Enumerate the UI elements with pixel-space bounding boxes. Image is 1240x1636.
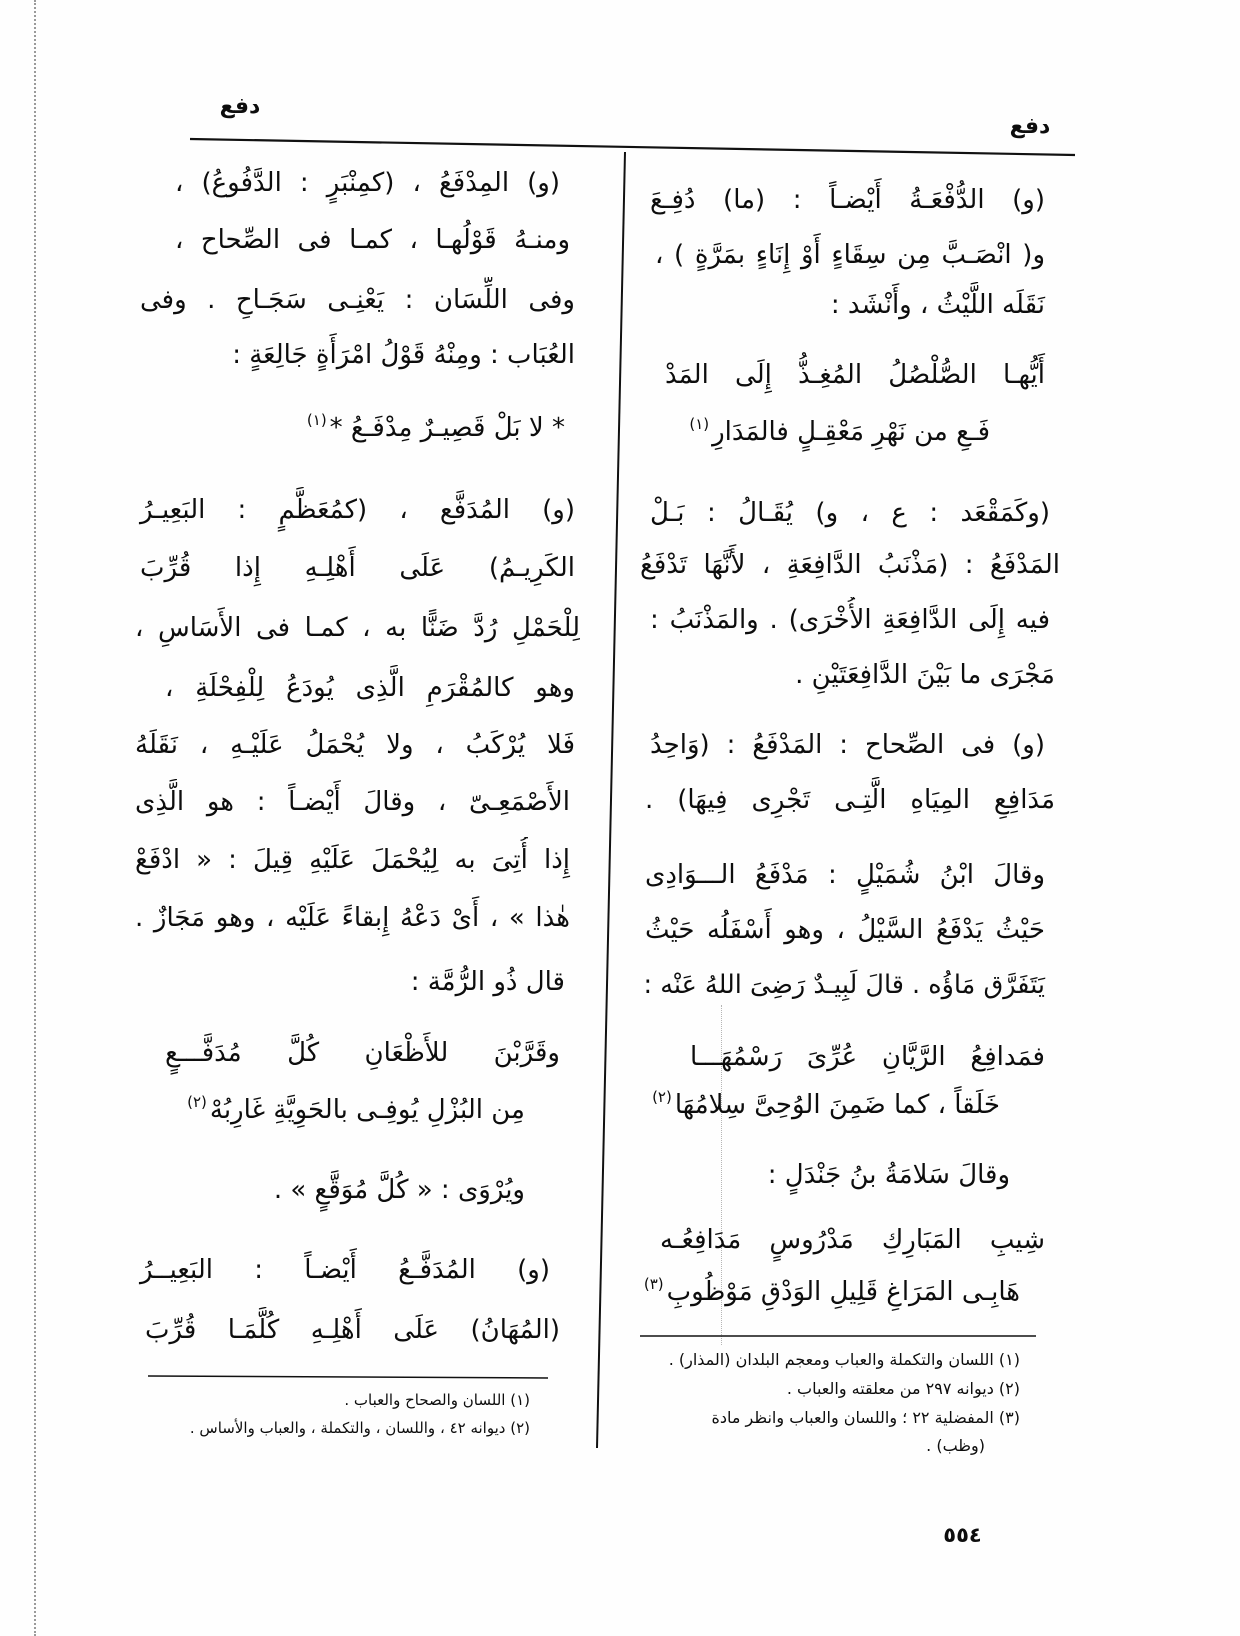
line-text: مَدَافِعِ المِيَاهِ الَّتِـى تَجْرِى فِيهَا) . xyxy=(645,785,1055,815)
right-column-line xyxy=(640,652,1060,698)
line-text: الأَصْمَعِـىّ ، وقالَ أَيْضـاً : هو الَّذِى xyxy=(135,787,570,817)
line-text: أَيُّهـا الصُّلْصُلُ المُغِـذُّ إِلَى المَدْ xyxy=(665,360,1045,390)
left-column-line xyxy=(135,837,580,883)
left-column-line xyxy=(135,217,580,263)
right-column-line xyxy=(640,962,1060,1008)
footnote-continuation: (وظب) . xyxy=(926,1436,985,1455)
line-text: شِيبِ المَبَارِكِ مَدْرُوسٍ مَدَافِعُـه xyxy=(660,1225,1045,1255)
line-text: لِلْحَمْلِ رُدَّ ضَنًّا به ، كمـا فى الأَسَاسِ ، xyxy=(135,613,580,643)
line-text: وقالَ سَلامَةُ بنُ جَنْدَلٍ : xyxy=(767,1160,1010,1190)
left-column-line xyxy=(135,1247,580,1293)
line-text: فمَدافِعُ الرَّيَّانِ عُرِّىَ رَسْمُهَـــا xyxy=(690,1042,1045,1072)
line-text: قال ذُو الرُّمَّة : xyxy=(410,967,565,997)
line-text: الكَرِيـمُ) عَلَى أَهْلِـهِ إِذا قُرِّبَ xyxy=(140,553,575,583)
right-column-line xyxy=(640,597,1060,643)
line-text: نَقَلَه اللَّيْثُ ، وأَنْشَد : xyxy=(830,290,1045,320)
header-rule xyxy=(190,139,1075,155)
line-text: وقالَ ابْنُ شُمَيْلٍ : مَدْفَعُ الـــوَادِى xyxy=(645,860,1045,890)
line-text: فيه إِلَى الدَّافِعَةِ الأُخْرَى) . والمَذْنَبُ : xyxy=(650,605,1050,635)
right-column-line xyxy=(640,722,1060,768)
line-text: (المُهَانُ) عَلَى أَهْلِـهِ كُلَّمَـا قُرِّبَ xyxy=(145,1315,560,1345)
line-text: ويُرْوَى : « كُلَّ مُوَقَّعٍ » . xyxy=(273,1175,525,1205)
left-column-line xyxy=(135,959,580,1005)
line-text: وفى اللِّسَان : يَعْنِـى سَجَـاحِ . وفى xyxy=(140,285,575,315)
line-text: مِن البُزْلِ يُوفِـى بالحَوِيَّةِ غَارِبُهْ xyxy=(209,1095,525,1125)
right-column-line xyxy=(640,907,1060,953)
verse-line xyxy=(640,1034,1060,1080)
line-text: هَابِـى المَرَاغِ قَلِيلِ الوَدْقِ مَوْظُوبِ xyxy=(666,1277,1020,1307)
line-text: يَتَفَرَّق مَاؤُه . قالَ لَبِيـدٌ رَضِىَ اللهُ عَنْه : xyxy=(643,970,1045,1000)
left-column-line xyxy=(135,605,580,651)
line-text: العُبَاب : ومِنْهُ قَوْلُ امْرَأَةٍ جَالِعَةٍ : xyxy=(232,340,575,370)
verse-line xyxy=(640,1217,1060,1263)
left-column-line xyxy=(135,160,580,206)
right-column-line xyxy=(640,1152,1060,1198)
verse-line xyxy=(135,1087,580,1133)
line-text: وهو كالمُقْرَمِ الَّذِى يُودَعُ لِلْفِحْلَةِ ، xyxy=(165,673,575,703)
page-number: ٥٥٤ xyxy=(943,1523,982,1547)
right-column-line xyxy=(640,777,1060,823)
right-column-line xyxy=(640,232,1060,278)
line-text: (و) المُدَفَّع ، (كمُعَظَّمٍ : البَعِيـرُ xyxy=(140,495,575,525)
footnote: (١) اللسان والتكملة والعباب ومعجم البلدان (المذار) . xyxy=(668,1350,1020,1369)
line-text: المَدْفَعُ : (مَذْنَبُ الدَّافِعَةِ ، لأَنَّهَا تَدْفَعُ xyxy=(640,550,1060,580)
right-column-line xyxy=(640,490,1060,536)
line-text: (و) الدُّفْعَـةُ أَيْضـاً : (ما) دُفِـعَ xyxy=(650,185,1045,215)
verse-line xyxy=(640,1082,1060,1128)
verse-line xyxy=(640,409,1060,455)
left-column-line xyxy=(135,895,580,941)
footnote-marker: (١) xyxy=(306,411,327,429)
verse-line xyxy=(640,1269,1060,1315)
left-column-line xyxy=(135,722,580,768)
line-text: حَيْثُ يَدْفَعُ السَّيْلُ ، وهو أَسْفَلُه حَيْثُ xyxy=(645,915,1045,945)
line-text: (و) المِدْفَعُ ، (كمِنْبَرٍ : الدَّفُوعُ) ، xyxy=(175,168,560,198)
left-column-line xyxy=(135,779,580,825)
running-head-right: دفع xyxy=(1009,114,1051,139)
line-text: فَلا يُرْكَبُ ، ولا يُحْمَلُ عَلَيْـهِ ، نَقَلَهُ xyxy=(135,730,575,760)
left-column-line xyxy=(135,277,580,323)
verse-line xyxy=(135,405,580,451)
left-column-line xyxy=(135,487,580,533)
line-text: خَلَقاً ، كما ضَمِنَ الوُحِىَّ سِلامُهَا xyxy=(674,1090,1000,1120)
footnote-marker: (٢) xyxy=(652,1088,672,1106)
footnote: (٣) المفضلية ٢٢ ؛ واللسان والعباب وانظر مادة xyxy=(711,1408,1020,1427)
left-column-line xyxy=(135,665,580,711)
line-text: هٰذا » ، أَىْ دَعْهُ إِبقاءً عَلَيْه ، وهو مَجَازٌ . xyxy=(135,903,570,933)
left-column-line xyxy=(135,545,580,591)
verse-line xyxy=(640,352,1060,398)
left-column-line xyxy=(135,332,580,378)
line-text: إِذا أُتِىَ به لِيُحْمَلَ عَلَيْهِ قِيلَ : « ادْفَعْ xyxy=(135,845,570,875)
column-divider xyxy=(597,152,625,1448)
right-column-line xyxy=(640,177,1060,223)
footnote-marker: (٣) xyxy=(643,1275,664,1293)
footnote-marker: (٢) xyxy=(187,1093,207,1111)
line-text: ومنـهُ قَوْلُهـا ، كمـا فى الصِّحاح ، xyxy=(175,225,570,255)
left-column-line xyxy=(135,1307,580,1353)
footnote: (٢) ديوانه ٢٩٧ من معلقته والعباب . xyxy=(786,1379,1020,1398)
line-text: (وكَمَقْعَد : ع ، و) يُقَـالُ : بَـلْ xyxy=(650,498,1050,528)
line-text: * لا بَلْ قَصِيـرٌ مِدْفَـعُ * xyxy=(329,413,565,443)
right-column-line xyxy=(640,852,1060,898)
scan-edge-dotted-line xyxy=(34,0,36,1636)
line-text: مَجْرَى ما بَيْنَ الدَّافِعَتَيْنِ . xyxy=(795,660,1055,690)
line-text: (و) فى الصِّحاح : المَدْفَعُ : (وَاحِدُ xyxy=(650,730,1045,760)
footnote: (١) اللسان والصحاح والعباب . xyxy=(344,1391,530,1409)
right-column-line xyxy=(640,282,1060,328)
line-text: (و) المُدَفَّـعُ أَيْضـاً : البَعِيــرُ xyxy=(140,1255,550,1285)
line-text: و( انْصَـبَّ مِن سِقَاءٍ أَوْ إِنَاءٍ بمَرَّةٍ ) ، xyxy=(655,240,1045,270)
left-footnote-rule xyxy=(148,1376,548,1378)
left-column-line xyxy=(135,1167,580,1213)
line-text: فَـعِ من نَهْرِ مَعْقِـلٍ فالمَدَارِ xyxy=(712,417,990,447)
line-text: وقَرَّبْنَ للأَظْعَانِ كُلَّ مُدَفَّـــعٍ xyxy=(165,1038,560,1068)
verse-line xyxy=(135,1030,580,1076)
footnote: (٢) ديوانه ٤٢ ، واللسان ، والتكملة ، والعباب والأساس . xyxy=(189,1419,530,1437)
footnote-marker: (١) xyxy=(689,415,710,433)
right-column-line xyxy=(640,542,1060,588)
running-head-left: دفع xyxy=(219,94,261,119)
